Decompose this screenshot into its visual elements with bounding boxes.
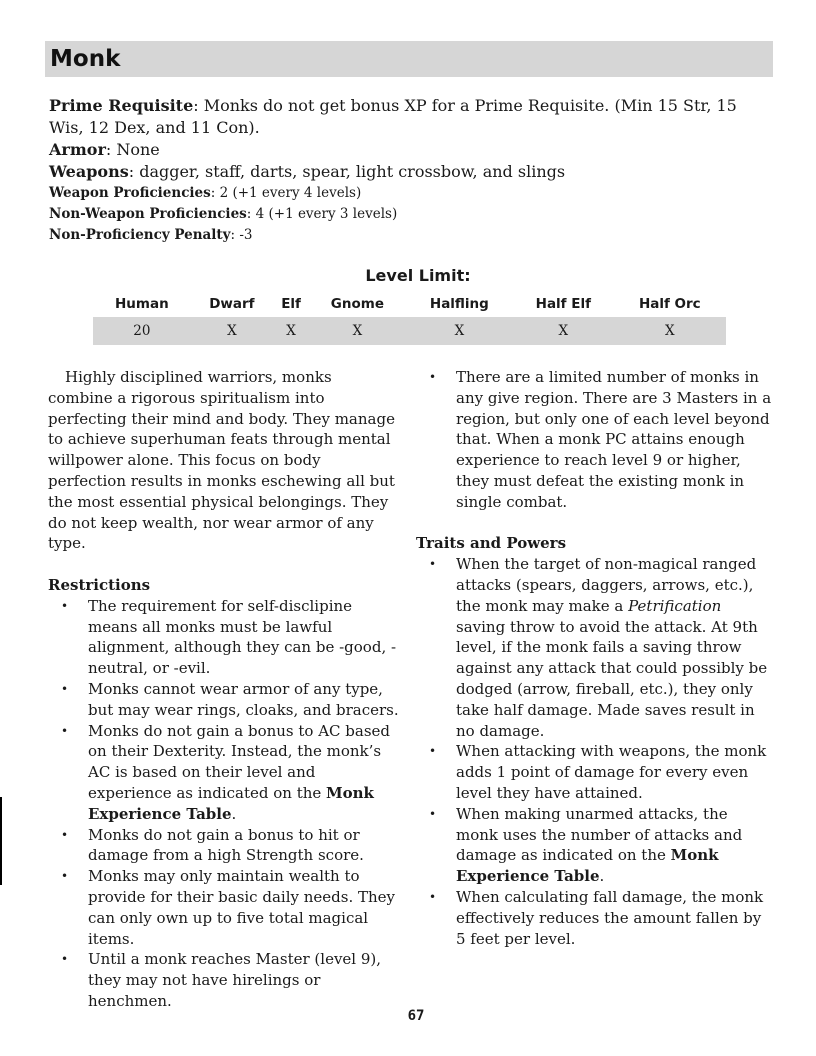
bullet-icon: • [61,723,69,738]
list-item: • The requirement for self-disclipine means all monks must be lawful alignment, although they can be -good, -neutral, or -evil. [61,596,397,678]
bullet-icon: • [429,557,437,572]
list-item: • Until a monk reaches Master (level 9), they may not have hirelings or henchmen. [61,950,382,1010]
bullet-icon: • [61,869,69,884]
restrictions-list [48,596,400,1012]
table-header: Gnome [330,295,384,312]
table-header: Dwarf [209,295,255,312]
page-number: 67 [407,1008,425,1024]
list-item: • When the target of non-magical ranged attacks (spears, daggers, arrows, etc.), the monk may make a Petrification saving throw to avoid the attack. At 9th level, if the monk fails a saving throw against any attack that could possibly be dodged (arrow, fireball, etc.), they only take half damage. Made saves result in no damage. [429,555,768,740]
table-cell: X [614,317,726,345]
intro-paragraph: Highly disciplined warriors, monks combine a rigorous spiritualism into perfecting their mind and body. They manage to achieve superhuman feats through mental willpower alone. This focus on body perfection results in monks eschewing all but the most essential physical belongings. They do not keep wealth, nor wear armor of any type. [48,368,395,553]
class-stats [49,95,769,246]
bullet-icon: • [61,598,69,613]
list-item: • There are a limited number of monks in any give region. There are 3 Masters in a region, but only one of each level beyond that. When a monk PC attains enough experience to reach level 9 or higher, they must defeat the existing monk in single combat. [429,368,772,511]
table-header: Half Elf [535,295,591,312]
bullet-icon: • [61,827,69,842]
list-item: • When making unarmed attacks, the monk uses the number of attacks and damage as indicated on the Monk Experience Table. [429,804,743,886]
bullet-icon: • [429,889,437,904]
restrictions-list-continued [416,367,772,513]
table-cell: X [309,317,406,345]
left-column [48,367,400,1012]
prime-requisite: Prime Requisite: Monks do not get bonus XP for a Prime Requisite. (Min 15 Str, 15 Wis, 12 Dex, and 11 Con). [49,96,737,137]
weapons: Weapons: dagger, staff, darts, spear, light crossbow, and slings [49,162,566,181]
restrictions-heading: Restrictions [48,575,151,594]
level-limit-table [93,290,726,345]
weapon-proficiencies: Weapon Proficiencies: 2 (+1 every 4 levels) [49,185,362,201]
table-header: Halfling [429,295,489,312]
table-cell: X [513,317,614,345]
margin-mark [0,797,2,885]
table-header: Elf [281,295,301,312]
title-bar [45,41,773,77]
table-cell: X [273,317,309,345]
table-header-row [93,290,726,317]
traits-heading: Traits and Powers [416,534,567,553]
table-row [93,317,726,345]
armor: Armor: None [49,140,160,159]
right-column [416,367,772,949]
traits-list [416,554,772,949]
bullet-icon: • [429,370,437,384]
table-header: Human [114,295,169,312]
table-header: Half Orc [638,295,701,312]
level-limit-title: Level Limit: [365,266,471,285]
table-cell: X [191,317,273,345]
list-item: • Monks cannot wear armor of any type, but may wear rings, cloaks, and bracers. [61,679,399,719]
list-item: • Monks do not gain a bonus to hit or damage from a high Strength score. [61,825,364,865]
list-item: • When calculating fall damage, the monk effectively reduces the amount fallen by 5 feet per level. [429,887,764,948]
non-weapon-proficiencies: Non-Weapon Proficiencies: 4 (+1 every 3 levels) [49,206,398,222]
table-cell: 20 [93,317,191,345]
bullet-icon: • [429,744,437,759]
page-title: Monk [50,46,121,72]
table-cell: X [406,317,513,345]
bullet-icon: • [429,806,437,821]
list-item: • When attacking with weapons, the monk adds 1 point of damage for every even level they have attained. [429,742,767,802]
bullet-icon: • [61,952,69,967]
list-item: • Monks do not gain a bonus to AC based on their Dexterity. Instead, the monk’s AC is based on their level and experience as indicated on the Monk Experience Table. [61,721,391,823]
non-proficiency-penalty: Non-Proficiency Penalty: -3 [49,227,253,243]
list-item: • Monks may only maintain wealth to provide for their basic daily needs. They can only own up to five total magical items. [61,867,396,948]
bullet-icon: • [61,681,69,696]
